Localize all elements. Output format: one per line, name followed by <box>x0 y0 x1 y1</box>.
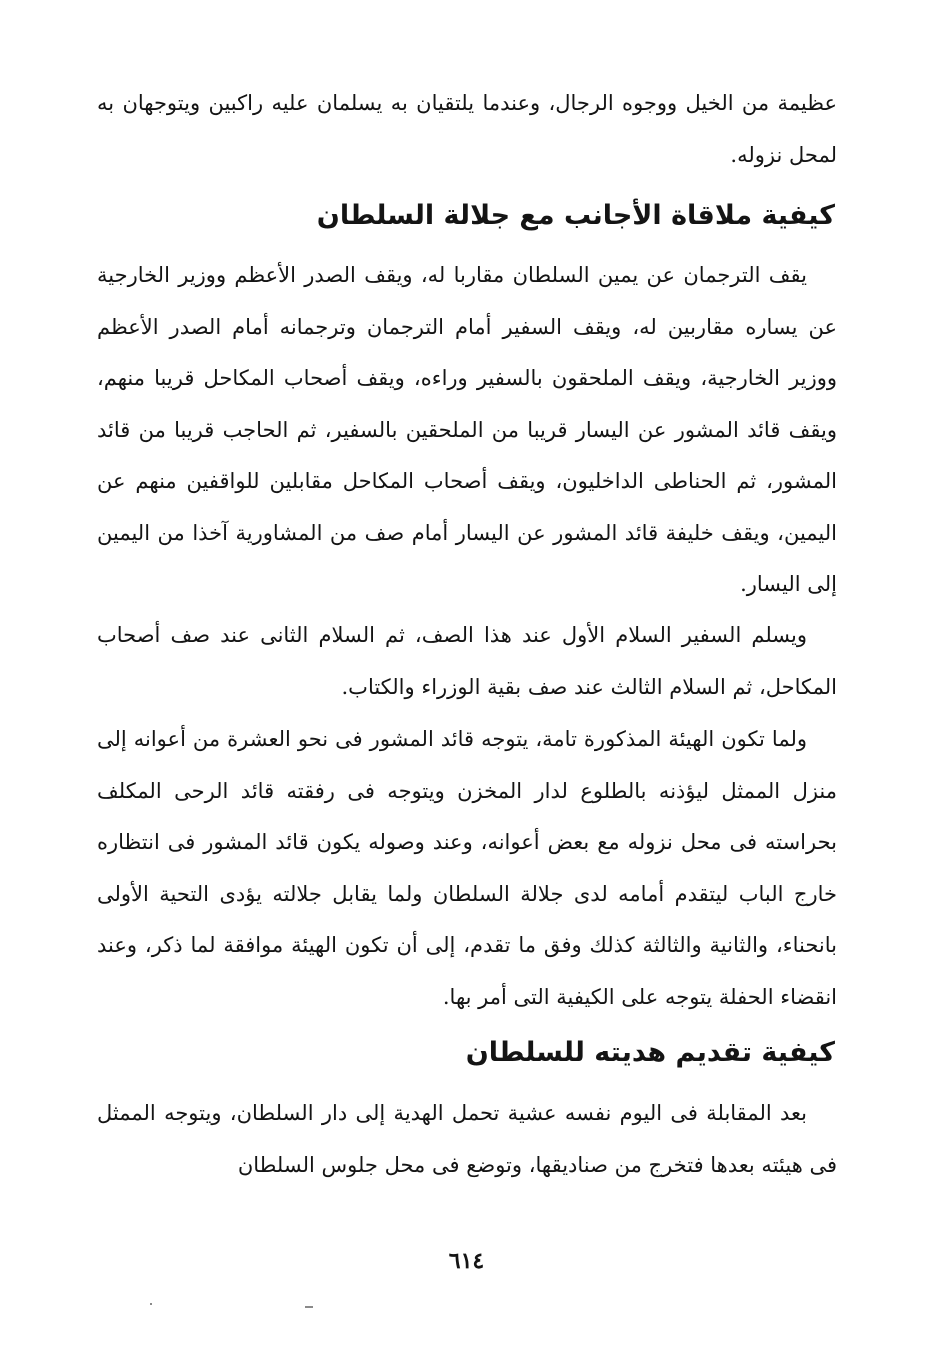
paragraph-arrangement: يقف الترجمان عن يمين السلطان مقاربا له، ويقف الصدر الأعظم ووزير الخارجية عن يساره مقاربين له، ويقف السفير أمام الترجمان وترجمانه أمام الصدر الأعظم ووزير الخارجية، ويقف الملحقون بالسفير وراءه، ويقف أصحاب المكاحل قريبا منهم، ويقف قائد المشور عن اليسار قريبا من الملحقين بالسفير، ثم الحاجب قريبا من قائد المشور، ثم الحناطى الداخليون، ويقف أصحاب المكاحل مقابلين للواقفين منهم عن اليمين، ويقف خليفة قائد المشور عن اليسار أمام صف من المشاورية آخذا من اليمين إلى اليسار. <box>97 263 837 596</box>
scan-speck <box>305 1306 313 1308</box>
section-heading-foreigners-meeting: كيفية ملاقاة الأجانب مع جلالة السلطان <box>316 200 835 231</box>
paragraph-gift: بعد المقابلة فى اليوم نفسه عشية تحمل الهدية إلى دار السلطان، ويتوجه الممثل فى هيئته بعدها فتخرج من صناديقها، وتوضع فى محل جلوس السلطان <box>97 1101 837 1177</box>
section-heading-gift-presentation: كيفية تقديم هديته للسلطان <box>465 1037 835 1068</box>
scan-speck <box>150 1303 152 1305</box>
page-number: ٦١٤ <box>448 1248 485 1274</box>
paragraph-procession: ولما تكون الهيئة المذكورة تامة، يتوجه قائد المشور فى نحو العشرة من أعوانه إلى منزل الممثل ليؤذنه بالطلوع لدار المخزن ويتوجه فى رفقته قائد الرحى المكلف بحراسته فى محل نزوله مع بعض أعوانه، وعند وصوله يكون قائد المشور فى انتظاره خارج الباب ليتقدم أمامه لدى جلالة السلطان ولما يقابل جلالته يؤدى التحية الأولى بانحناء، والثانية والثالثة كذلك وفق ما تقدم، إلى أن تكون الهيئة موافقة لما ذكر، وعند انقضاء الحفلة يتوجه على الكيفية التى أمر بها. <box>97 727 837 1009</box>
paragraph-continuation: عظيمة من الخيل ووجوه الرجال، وعندما يلتقيان به يسلمان عليه راكبين ويتوجهان به لمحل نزوله. <box>97 91 837 167</box>
paragraph-greetings: ويسلم السفير السلام الأول عند هذا الصف، ثم السلام الثانى عند صف أصحاب المكاحل، ثم السلام الثالث عند صف بقية الوزراء والكتاب. <box>97 623 837 699</box>
